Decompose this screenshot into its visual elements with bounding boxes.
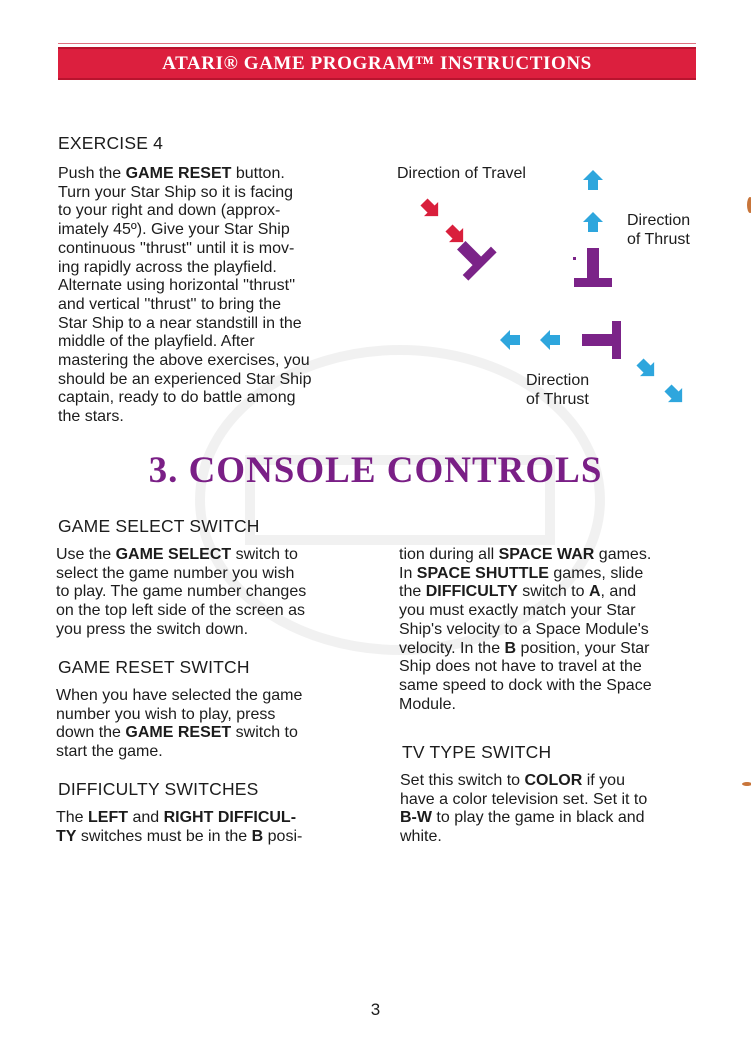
difficulty-heading: DIFFICULTY SWITCHES xyxy=(58,779,259,799)
direction-of-thrust-top-label: Direction of Thrust xyxy=(627,212,691,248)
travel-arrow-blue-icon xyxy=(633,355,661,383)
text-line: white. xyxy=(400,828,442,846)
text-line: and vertical ''thrust'' to bring the xyxy=(58,295,281,313)
thrust-up-arrow-icon xyxy=(583,170,603,190)
text-line: Star Ship to a near standstill in the xyxy=(58,314,302,332)
text-line: ing rapidly across the playfield. xyxy=(58,258,277,276)
tv-type-heading: TV TYPE SWITCH xyxy=(402,742,552,762)
text-line: number you wish to play, press xyxy=(56,705,276,723)
text-line: you must exactly match your Star xyxy=(399,602,636,620)
star-ship-sideways-icon xyxy=(582,321,621,359)
text-line: tion during all SPACE WAR games. xyxy=(399,546,652,563)
direction-of-travel-label: Direction of Travel xyxy=(397,165,526,182)
text-line: you press the switch down. xyxy=(56,620,249,638)
page-number: 3 xyxy=(370,1000,381,1019)
text-line: the DIFFICULTY switch to A, and xyxy=(399,583,637,601)
travel-arrow-blue-icon xyxy=(661,381,689,409)
game-select-heading: GAME SELECT SWITCH xyxy=(58,516,260,536)
text-line: to play. The game number changes xyxy=(56,583,307,601)
text-line: Ship's velocity to a Space Module's xyxy=(399,620,649,638)
direction-of-thrust-bottom-label: Direction of Thrust xyxy=(526,372,590,408)
text-line: continuous ''thrust'' until it is mov- xyxy=(58,239,295,257)
edge-mark xyxy=(744,195,751,215)
text-line: Module. xyxy=(399,695,456,713)
thrust-left-arrow-icon xyxy=(540,330,560,350)
text-line: mastering the above exercises, you xyxy=(58,352,310,370)
star-ship-upright-icon xyxy=(573,248,612,287)
text-line: have a color television set. Set it to xyxy=(400,790,648,808)
text-line: Set this switch to COLOR if you xyxy=(400,772,625,789)
text-line: on the top left side of the screen as xyxy=(56,602,306,620)
text-line: should be an experienced Star Ship xyxy=(58,370,312,388)
difficulty-continued-paragraph xyxy=(399,546,709,714)
section-title: 3. CONSOLE CONTROLS xyxy=(148,450,603,491)
text-line: The LEFT and RIGHT DIFFICUL- xyxy=(56,809,297,826)
text-line: Alternate using horizontal ''thrust'' xyxy=(58,277,296,295)
game-reset-heading: GAME RESET SWITCH xyxy=(58,657,250,677)
text-line: B-W to play the game in black and xyxy=(400,809,645,827)
text-line: Turn your Star Ship so it is facing xyxy=(58,183,294,201)
text-line: middle of the playfield. After xyxy=(58,333,255,351)
text-line: Ship does not have to travel at the xyxy=(399,658,642,676)
thrust-up-arrow-icon xyxy=(583,212,603,232)
text-line: the stars. xyxy=(58,408,124,426)
text-line: same speed to dock with the Space xyxy=(399,676,652,694)
text-line: Use the GAME SELECT switch to xyxy=(56,546,298,563)
game-reset-paragraph xyxy=(56,687,366,762)
text-line: velocity. In the B position, your Star xyxy=(399,639,650,657)
game-select-paragraph xyxy=(56,546,366,640)
exercise-heading: EXERCISE 4 xyxy=(58,133,164,153)
text-line: Push the GAME RESET button. xyxy=(58,165,285,182)
difficulty-paragraph xyxy=(56,809,366,846)
tv-type-paragraph xyxy=(400,772,710,847)
text-line: imately 45º). Give your Star Ship xyxy=(58,221,290,239)
text-line: start the game. xyxy=(56,743,163,761)
text-line: captain, ready to do battle among xyxy=(58,389,296,407)
text-line: In SPACE SHUTTLE games, slide xyxy=(399,564,644,582)
text-line: select the game number you wish xyxy=(56,564,295,582)
text-line: When you have selected the game xyxy=(56,687,303,704)
text-line: down the GAME RESET switch to xyxy=(56,724,298,742)
text-line: to your right and down (approx- xyxy=(58,202,281,220)
edge-mark xyxy=(741,780,751,788)
travel-arrow-icon xyxy=(417,195,445,223)
thrust-diagram xyxy=(0,0,751,460)
text-line: TY switches must be in the B posi- xyxy=(56,827,303,845)
thrust-left-arrow-icon xyxy=(500,330,520,350)
banner-title: ATARI® GAME PROGRAM™ INSTRUCTIONS xyxy=(162,52,592,74)
